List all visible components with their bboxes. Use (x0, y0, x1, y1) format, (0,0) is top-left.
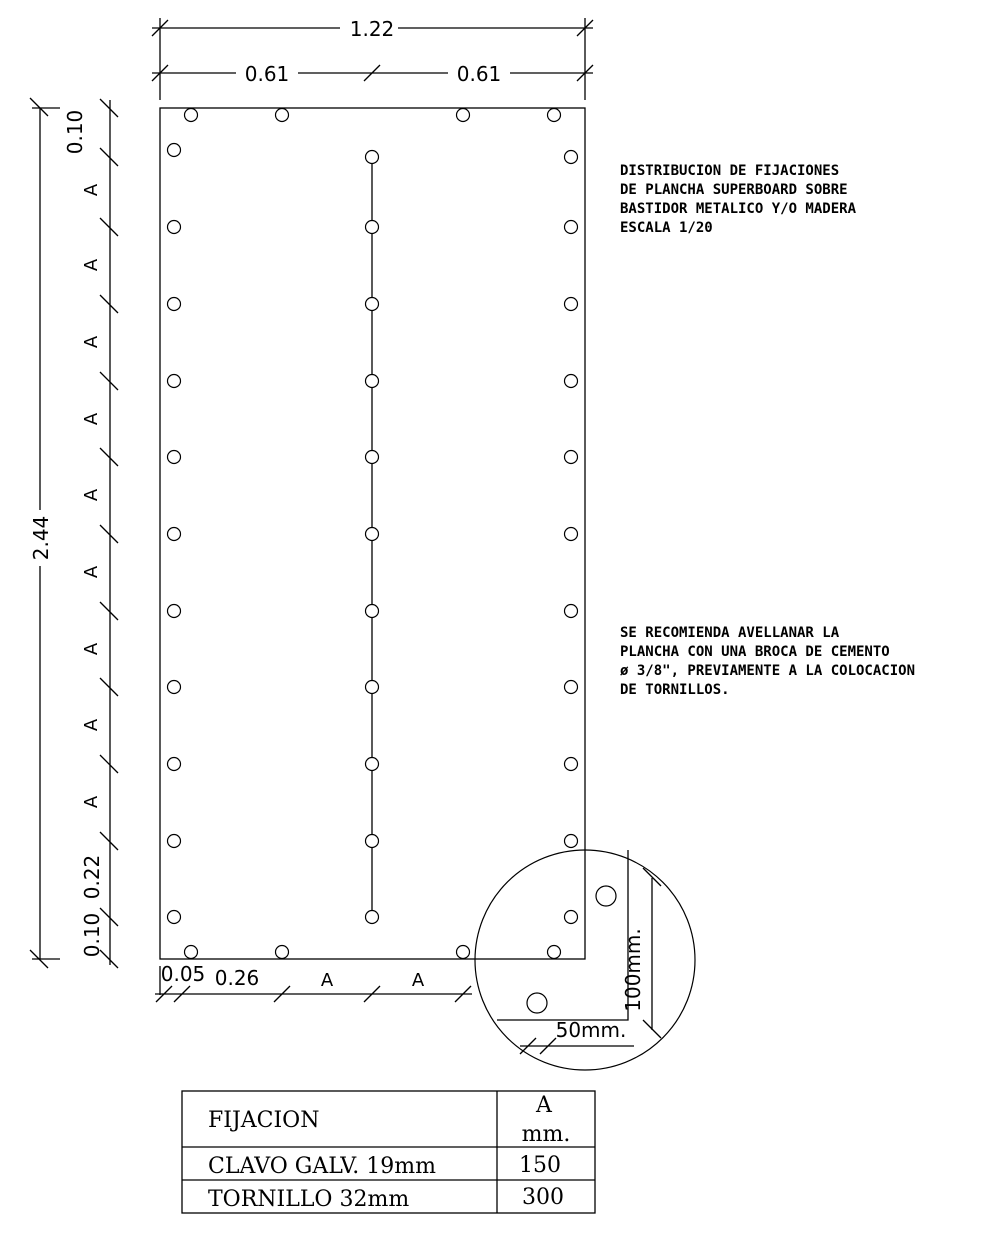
dimension-total-height (29, 98, 60, 968)
total-width-label: 1.22 (349, 17, 395, 41)
fixation-hole (168, 375, 181, 388)
fixation-hole (366, 298, 379, 311)
fixation-hole (548, 946, 561, 959)
fixation-hole (168, 144, 181, 157)
total-height-label: 2.44 (29, 515, 53, 561)
title-line-1: DISTRIBUCION DE FIJACIONES (620, 163, 840, 179)
fixation-hole (565, 151, 578, 164)
half-width-left-label: 0.61 (244, 62, 290, 86)
bottom-a1-label: A (320, 970, 334, 991)
left-a-label: A (81, 488, 102, 502)
dimension-bottom-chain (155, 962, 472, 1002)
dimension-left-chain (63, 99, 118, 968)
half-width-right-label: 0.61 (456, 62, 502, 86)
fixation-hole (168, 758, 181, 771)
table-row-value: 150 (519, 1153, 561, 1178)
fixation-hole (168, 681, 181, 694)
detail-corner-outline (497, 850, 628, 1020)
fixation-hole (168, 451, 181, 464)
fixation-hole (366, 758, 379, 771)
bottom-offset-label: 0.05 (160, 962, 206, 986)
left-a-label: A (81, 718, 102, 732)
fixation-hole (366, 528, 379, 541)
table-row-value: 300 (522, 1185, 564, 1210)
title-line-2: DE PLANCHA SUPERBOARD SOBRE (620, 182, 848, 198)
left-a-label: A (81, 258, 102, 272)
fixation-hole (565, 681, 578, 694)
detail-vertical-label: 100mm. (621, 928, 645, 1012)
left-a-label: A (81, 335, 102, 349)
fixation-hole (366, 681, 379, 694)
dimension-half-widths (152, 62, 593, 86)
bottom-extra-label: 0.22 (80, 854, 104, 900)
table-row-name: CLAVO GALV. 19mm (208, 1154, 436, 1179)
recommendation-line-2: PLANCHA CON UNA BROCA DE CEMENTO (620, 644, 890, 660)
detail-hole-bottom (527, 993, 547, 1013)
fixation-hole (366, 835, 379, 848)
table-header-a: A (536, 1093, 552, 1118)
left-a-label: A (81, 795, 102, 809)
top-edge-label: 0.10 (63, 109, 87, 155)
fixation-hole (565, 835, 578, 848)
fixation-hole (185, 109, 198, 122)
fixation-hole (457, 109, 470, 122)
fixation-hole (366, 911, 379, 924)
fixation-hole (565, 528, 578, 541)
fixation-hole (168, 298, 181, 311)
dimension-total-width (152, 17, 593, 100)
title-line-4: ESCALA 1/20 (620, 220, 713, 236)
recommendation-line-1: SE RECOMIENDA AVELLANAR LA (620, 625, 840, 641)
bottom-first-label: 0.26 (214, 966, 260, 990)
left-a-label: A (81, 412, 102, 426)
left-a-label: A (81, 565, 102, 579)
recommendation-line-3: ø 3/8", PREVIAMENTE A LA COLOCACION (620, 663, 916, 679)
fixation-hole (366, 451, 379, 464)
fixation-hole (565, 758, 578, 771)
fixation-hole (366, 221, 379, 234)
fixation-hole (366, 605, 379, 618)
fixation-hole (276, 109, 289, 122)
fixation-hole (565, 911, 578, 924)
fixation-hole (168, 835, 181, 848)
fixation-hole (565, 451, 578, 464)
detail-horizontal-label: 50mm. (555, 1018, 627, 1042)
fixation-hole (366, 151, 379, 164)
fixation-hole (276, 946, 289, 959)
fixation-hole (548, 109, 561, 122)
fixation-hole (168, 605, 181, 618)
recommendation-note (620, 625, 915, 698)
fixation-hole (168, 528, 181, 541)
fixation-hole (565, 605, 578, 618)
left-a-label: A (81, 642, 102, 656)
table-row-name: TORNILLO 32mm (208, 1187, 410, 1212)
bottom-edge-label: 0.10 (80, 912, 104, 958)
recommendation-line-4: DE TORNILLOS. (620, 682, 730, 698)
table-header-mm: mm. (521, 1122, 571, 1147)
fixation-hole (168, 911, 181, 924)
title-note (620, 163, 857, 236)
table-header-fijacion: FIJACION (208, 1108, 320, 1133)
fixation-hole (565, 221, 578, 234)
fixation-hole (168, 221, 181, 234)
fixation-hole (565, 298, 578, 311)
left-a-label: A (81, 183, 102, 197)
fixation-hole (366, 375, 379, 388)
fixation-hole (565, 375, 578, 388)
title-line-3: BASTIDOR METALICO Y/O MADERA (620, 201, 857, 217)
fixation-table (182, 1091, 595, 1213)
fixation-hole (185, 946, 198, 959)
fixation-hole (457, 946, 470, 959)
bottom-a2-label: A (411, 970, 425, 991)
detail-hole-top (596, 886, 616, 906)
